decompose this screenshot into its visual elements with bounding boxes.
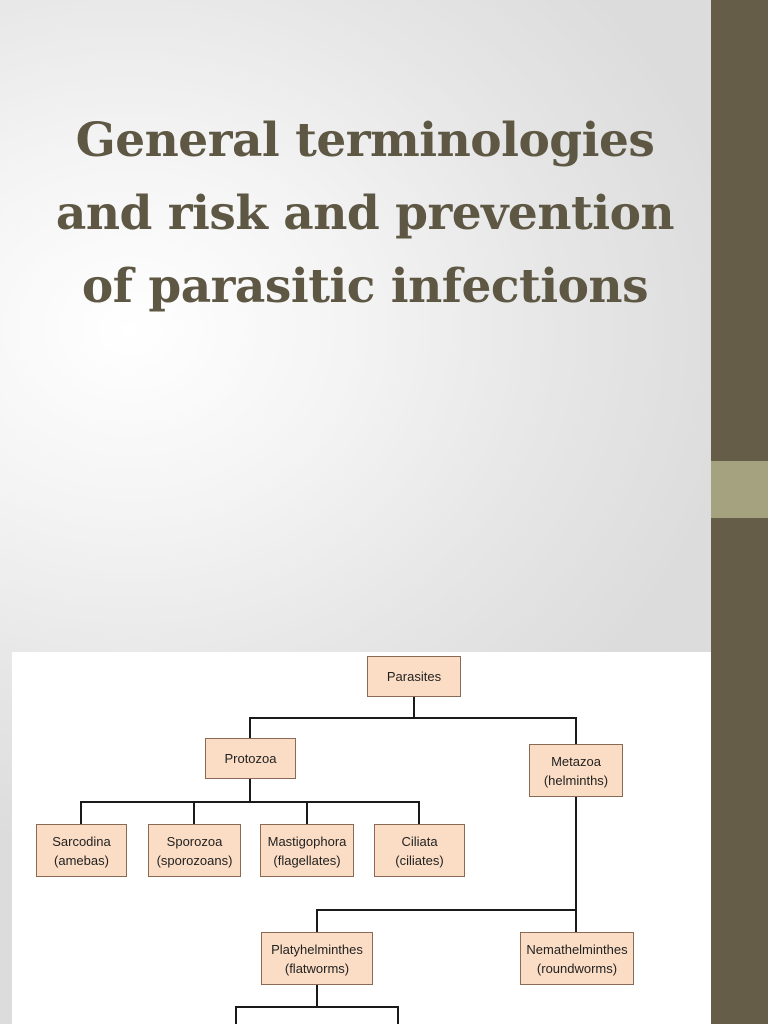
node-platyhelminthes <box>261 932 373 985</box>
node-mastigophora <box>260 824 354 877</box>
node-label: Metazoa <box>551 753 601 769</box>
node-label: Parasites <box>386 669 442 684</box>
node-sublabel: (flagellates) <box>273 852 341 868</box>
node-label: Mastigophora <box>267 833 347 849</box>
node-sporozoa <box>148 824 241 877</box>
node-sublabel: (roundworms) <box>536 960 618 976</box>
node-label: Nemathelminthes <box>526 941 628 957</box>
sidebar-accent <box>711 461 768 518</box>
node-parasites <box>367 656 461 697</box>
node-nemathelminthes <box>520 932 634 985</box>
slide-title <box>20 104 710 323</box>
title-line: and risk and prevention <box>55 186 675 241</box>
node-protozoa <box>205 738 296 779</box>
node-label: Ciliata <box>401 833 438 849</box>
node-label: Protozoa <box>224 751 277 766</box>
node-sublabel: (amebas) <box>54 852 109 868</box>
node-sarcodina <box>36 824 127 877</box>
node-label: Sarcodina <box>52 833 111 849</box>
parasite-classification-diagram <box>12 652 711 1024</box>
node-sublabel: (flatworms) <box>284 960 350 976</box>
node-sublabel: (sporozoans) <box>156 852 233 868</box>
node-sublabel: (helminths) <box>543 772 609 788</box>
node-label: Platyhelminthes <box>271 941 363 957</box>
node-ciliata <box>374 824 465 877</box>
node-label: Sporozoa <box>166 833 223 849</box>
node-sublabel: (ciliates) <box>395 852 444 868</box>
title-line: General terminologies <box>75 113 655 168</box>
title-line: of parasitic infections <box>81 259 649 314</box>
node-metazoa <box>529 744 623 797</box>
